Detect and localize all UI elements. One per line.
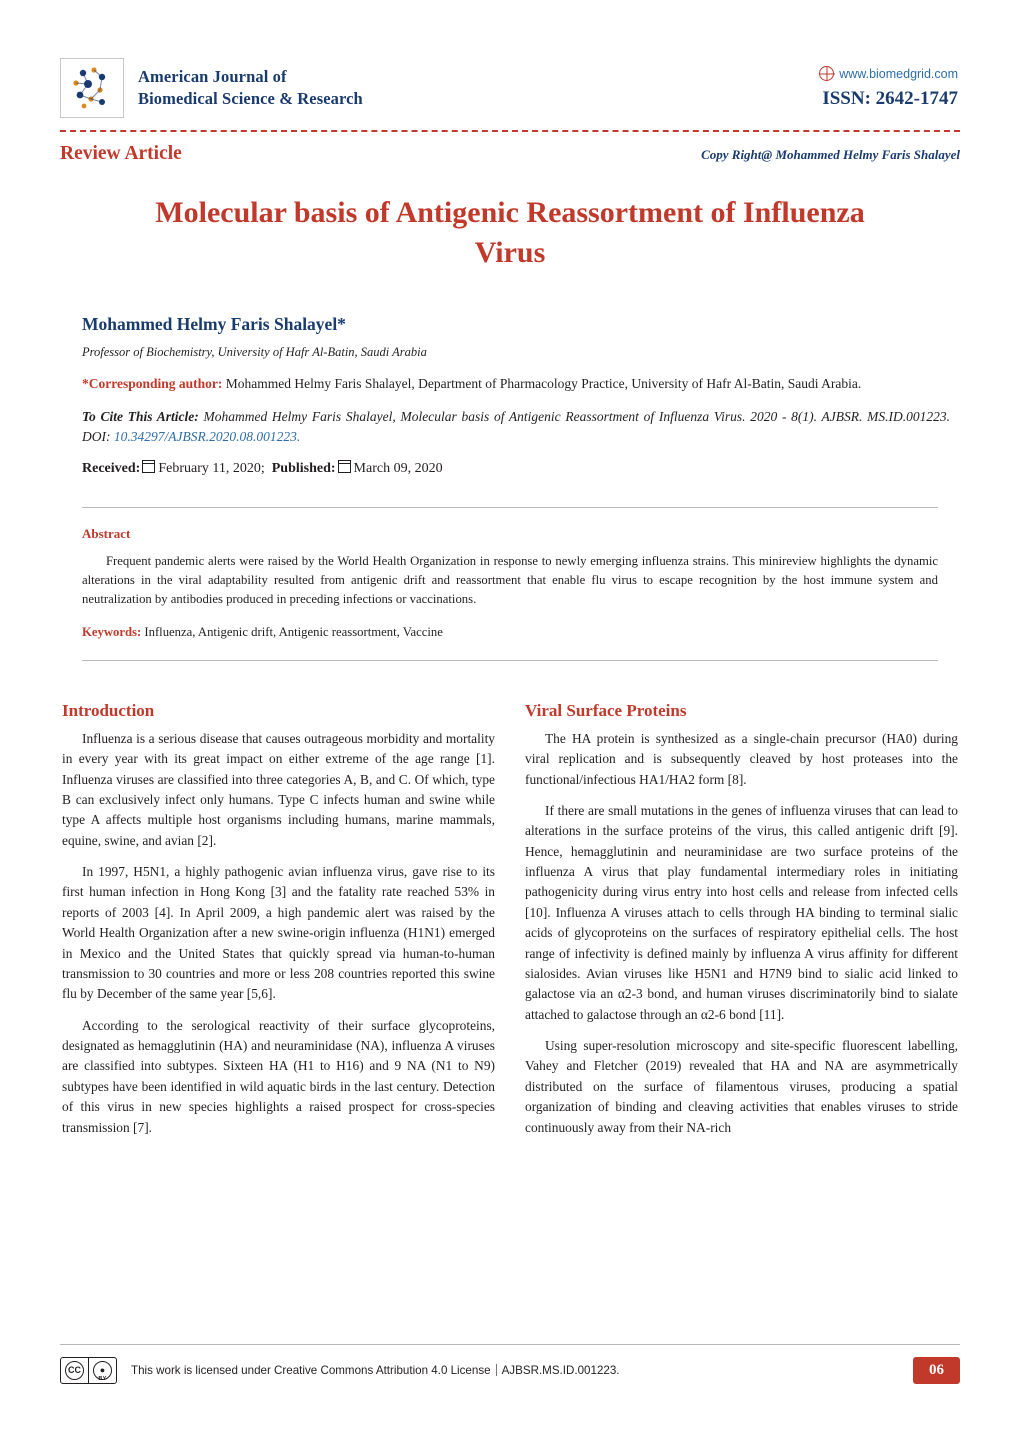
header-right <box>819 66 960 110</box>
citation-line <box>60 407 960 445</box>
journal-title <box>138 66 363 110</box>
footer-divider <box>60 1344 960 1345</box>
manuscript-id: AJBSR.MS.ID.001223. <box>501 1364 620 1377</box>
publication-dates <box>60 460 960 477</box>
keywords-text: Influenza, Antigenic drift, Antigenic reassortment, Vaccine <box>141 624 443 639</box>
citation-label: To Cite This Article: <box>82 409 199 425</box>
masthead <box>60 0 960 118</box>
calendar-icon <box>142 460 155 473</box>
paragraph: The HA protein is synthesized as a single-chain precursor (HA0) during viral replication and is subsequently cleaved by host proteases into the functional/infectious HA1/HA2 form [8]. <box>525 730 958 787</box>
column-left <box>62 701 495 1149</box>
journal-website-label: www.biomedgrid.com <box>839 66 958 81</box>
corresponding-author-label: *Corresponding author: <box>82 376 223 392</box>
article-type: Review Article <box>60 143 182 164</box>
copyright-notice: Copy Right@ Mohammed Helmy Faris Shalayel <box>701 147 960 162</box>
paragraph: If there are small mutations in the genes of influenza viruses that can lead to alterations in the surface proteins of the virus, this called antigenic drift [9]. Hence, hemagglutinin and neuraminidase are two surface proteins of the influenza A virus that play fundamental intermediary roles in initiating pathogenicity during virus entry into host cells and release from infected cells [10]. Influenza A viruses attach to cells through HA binding to terminal sialic acids of glycoproteins on the surfaces of respiratory epithelial cells. The host range of infectivity is defined mainly by influenza A virus affinity for different sialosides. Avian viruses like H5N1 and H7N9 bind to sialic acid linked to galactose via an α2-3 bond, and human viruses discriminatorily bind to sialate attached to galactose through an α2-6 bond [11]. <box>525 802 958 1022</box>
journal-title-line1: American Journal of <box>138 67 287 87</box>
paragraph: Using super-resolution microscopy and site-specific fluorescent labelling, Vahey and Fletcher (2019) revealed that HA and NA are asymmetrically distributed on the surface of filamentous viruses, producing a spatial organization of binding and cleaving activities that enables viruses to stride continuously away from their NA-rich <box>525 1038 958 1135</box>
abstract-bottom-rule <box>82 660 938 661</box>
journal-brand <box>60 58 363 118</box>
received-label: Received: <box>82 460 141 476</box>
paragraph: Influenza is a serious disease that causes outrageous morbidity and mortality in every year with its great impact on either extreme of the age range [1]. Influenza viruses are classified into three categories A, B, and C. Of which, type B can exclusively infect only humans. Type C infects human and swine while type A affects multiple host organisms including humans, marine mammals, equine, swine, and avian [2]. <box>62 730 495 848</box>
published-label: Published: <box>271 460 336 476</box>
paragraph: In 1997, H5N1, a highly pathogenic avian influenza virus, gave rise to its first human infection in Hong Kong [3] and the fatality rate reached 53% in reports of 2003 [4]. In April 2009, a high pandemic alert was raised by the World Health Organization after a new swine-origin influenza (H1N1) emerged in Mexico and the United States that quickly spread via human-to-human transmission to 30 countries and more or less 208 countries reported this swine flu by December of the same year [5,6]. <box>62 864 495 1002</box>
keywords-line <box>82 623 938 642</box>
section-heading-viral-surface-proteins: Viral Surface Proteins <box>525 700 687 720</box>
citation-text: Mohammed Helmy Faris Shalayel, Molecular basis of Antigenic Reassortment of Influenza Virus. 2020 - 8(1). AJBSR. MS.ID.001223. DOI: <box>82 409 950 444</box>
abstract-section <box>60 507 960 661</box>
cc-mark-label: CC <box>65 1361 84 1380</box>
citation-doi-link[interactable]: 10.34297/AJBSR.2020.08.001223. <box>113 428 301 444</box>
author-name: Mohammed Helmy Faris Shalayel* <box>82 314 346 335</box>
journal-website[interactable] <box>819 66 958 81</box>
author-affiliation: Professor of Biochemistry, University of Hafr Al-Batin, Saudi Arabia <box>82 345 427 360</box>
license-label: This work is licensed under Creative Commons Attribution 4.0 License <box>131 1364 491 1377</box>
received-date: February 11, 2020; <box>158 460 265 476</box>
article-type-row <box>60 143 960 165</box>
page-footer <box>60 1344 960 1384</box>
body-columns <box>60 701 960 1149</box>
creative-commons-icon <box>60 1357 117 1384</box>
cc-mark <box>61 1358 89 1383</box>
calendar-icon <box>338 460 351 473</box>
abstract-text: Frequent pandemic alerts were raised by the World Health Organization in response to newly emerging influenza strains. This minireview highlights the dynamic alterations in the viral adaptability resulted from antigenic drift and reassortment that enable flu virus to escape recognition by the host immune system and neutralization by antibodies produced in preceding infections or vaccinations. <box>82 553 938 606</box>
corresponding-author-text: Mohammed Helmy Faris Shalayel, Department of Pharmacology Practice, University of Hafr Al-Batin, Saudi Arabia. <box>222 376 862 392</box>
page-title: Molecular basis of Antigenic Reassortment of Influenza Virus <box>155 196 865 269</box>
page-number: 06 <box>913 1357 960 1384</box>
cc-person-icon: ● <box>93 1361 112 1380</box>
license-text <box>131 1364 899 1377</box>
footer-separator <box>496 1364 497 1376</box>
paragraph: According to the serological reactivity of their surface glycoproteins, designated as hemagglutinin (HA) and neuraminidase (NA), influenza A viruses are classified into subtypes. Sixteen HA (H1 to H16) and 9 NA (N1 to N9) subtypes have been identified in wild aquatic birds in the last century. Detection of this virus in new species highlights a raised prospect for cross-species transmission [7]. <box>62 1017 495 1135</box>
journal-logo <box>60 58 124 118</box>
corresponding-author <box>60 374 960 393</box>
abstract-inner <box>82 508 938 660</box>
header-divider <box>60 130 960 132</box>
abstract-heading: Abstract <box>82 525 131 541</box>
column-right <box>525 701 958 1149</box>
cc-by-mark <box>89 1358 116 1383</box>
cc-by-label: BY <box>98 1376 107 1382</box>
globe-icon <box>819 66 834 81</box>
keywords-label: Keywords: <box>82 624 142 639</box>
journal-title-line2: Biomedical Science & Research <box>138 89 363 108</box>
issn: ISSN: 2642-1747 <box>822 88 958 109</box>
published-date: March 09, 2020 <box>353 460 443 476</box>
section-heading-introduction: Introduction <box>62 700 155 720</box>
logo-graphic <box>61 59 123 117</box>
footer-row <box>60 1357 960 1384</box>
